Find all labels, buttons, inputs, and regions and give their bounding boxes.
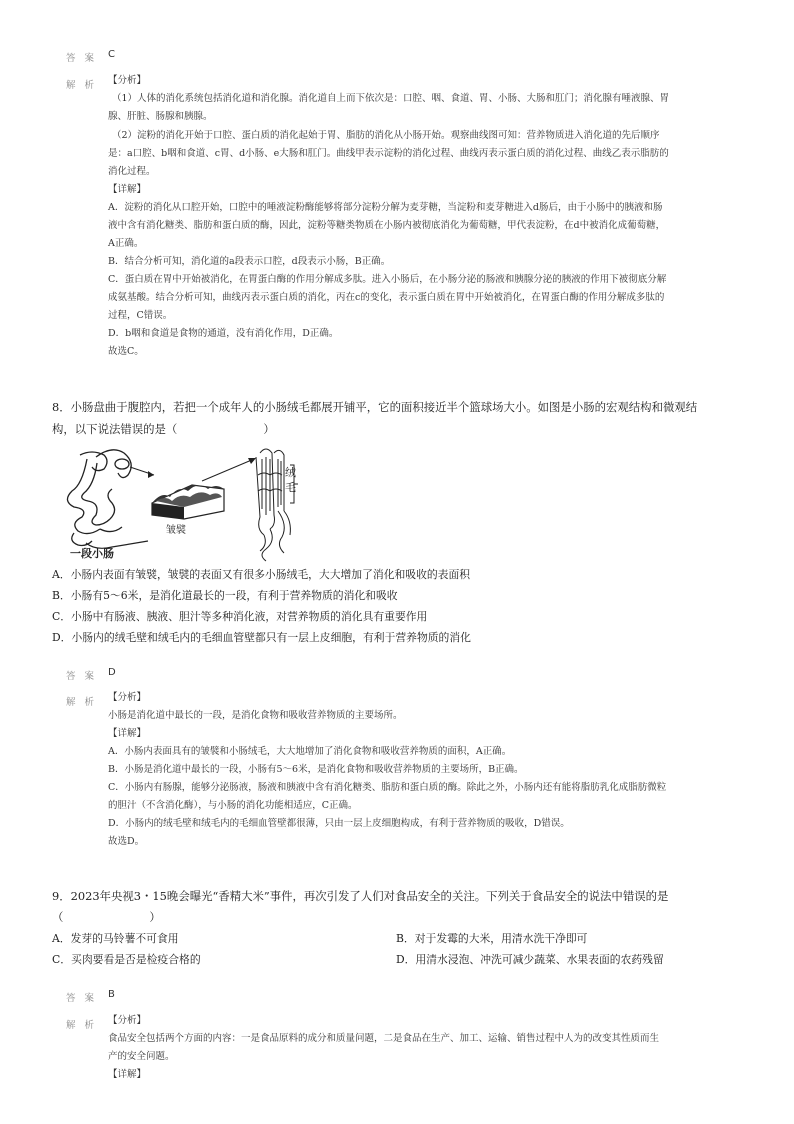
q9-option-b: B．对于发霉的大米，用清水洗干净即可 [396,932,588,945]
q7-analysis-line: 【详解】 [108,184,147,195]
q9-analysis-line: 【分析】 [108,1015,147,1026]
q7-analysis-line: C．蛋白质在胃中开始被消化，在胃蛋白酶的作用分解成多肽。进入小肠后，在小肠分泌的肠液和胰腺分泌的胰液的作用下被彻底分解 [108,274,667,285]
q9-stem-open: （ [52,910,64,924]
q8-option-a: A．小肠内表面有皱襞，皱襞的表面又有很多小肠绒毛，大大增加了消化和吸收的表面积 [52,568,471,581]
analysis-label: 解 析 [66,1020,98,1031]
answer-label: 答 案 [66,53,98,64]
q7-analysis-line: 消化过程。 [108,166,156,177]
q7-analysis-line: 【分析】 [108,75,147,86]
q7-analysis-line: B．结合分析可知，消化道的a段表示口腔，d段表示小肠，B正确。 [108,256,391,267]
q7-analysis-line: D．b咽和食道是食物的通道，没有消化作用，D正确。 [108,328,339,339]
q7-analysis-line: 成氨基酸。结合分析可知，曲线丙表示蛋白质的消化，丙在c的变化，表示蛋白质在胃中开始被消化，在胃蛋白酶的作用分解成多肽的 [108,292,665,303]
q9-option-d: D．用清水浸泡、冲洗可减少蔬菜、水果表面的农药残留 [396,953,664,966]
q8-option-c: C．小肠中有肠液、胰液、胆汁等多种消化液，对营养物质的消化具有重要作用 [52,610,428,623]
q8-analysis-line: A．小肠内表面具有的皱襞和小肠绒毛，大大地增加了消化食物和吸收营养物质的面积，A正确。 [108,746,512,757]
q8-stem-line: 8．小肠盘曲于腹腔内，若把一个成年人的小肠绒毛都展开铺平，它的面积接近半个篮球场大小。如图是小肠的宏观结构和微观结 [52,400,698,414]
q8-answer-value: D [108,667,116,678]
q8-option-d: D．小肠内的绒毛壁和绒毛内的毛细血管壁都只有一层上皮细胞，有利于营养物质的消化 [52,631,471,644]
q9-option-c: C．买肉要看是否是检疫合格的 [52,953,201,966]
q7-analysis-line: （2）淀粉的消化开始于口腔、蛋白质的消化起始于胃、脂肪的消化从小肠开始。观察曲线图可知：营养物质进入消化道的先后顺序 [112,130,660,141]
q7-analysis-line: （1）人体的消化系统包括消化道和消化腺。消化道自上而下依次是：口腔、咽、食道、胃、小肠、大肠和肛门；消化腺有唾液腺、胃 [112,93,670,104]
q7-analysis-line: 故选C。 [108,346,144,357]
q7-analysis-line: 是：a口腔、b咽和食道、c胃、d小肠、e大肠和肛门。曲线甲表示淀粉的消化过程、曲线丙表示蛋白质的消化过程、曲线乙表示脂肪的 [108,148,669,159]
q8-analysis-line: D．小肠内的绒毛壁和绒毛内的毛细血管壁都很薄，只由一层上皮细胞构成，有利于营养物质的吸收，D错误。 [108,818,570,829]
q9-stem-close: ） [149,910,161,924]
q8-analysis-line: B．小肠是消化道中最长的一段，小肠有5～6米，是消化食物和吸收营养物质的主要场所，B正确。 [108,764,524,775]
intestine-coil [67,450,131,546]
analysis-label: 解 析 [66,80,98,91]
q9-answer-value: B [108,989,115,1000]
answer-label: 答 案 [66,993,98,1004]
q9-analysis-line: 食品安全包括两个方面的内容：一是食品原料的成分和质量问题，二是食品在生产、加工、运输、销售过程中人为的改变其性质而生 [108,1033,660,1044]
q7-analysis-line: 液中含有消化糖类、脂肪和蛋白质的酶，因此，淀粉等糖类物质在小肠内被彻底消化为葡萄糖，甲代表淀粉，在d中被消化成葡萄糖， [108,220,666,231]
label-fold: 皱襞 [166,525,186,536]
q7-answer-value: C [108,49,115,60]
q8-analysis-line: 【分析】 [108,692,147,703]
q8-analysis-line: 故选D。 [108,836,145,847]
q8-analysis-line: 小肠是消化道中最长的一段，是消化食物和吸收营养物质的主要场所。 [108,710,403,721]
q7-analysis-line: 过程，C错误。 [108,310,173,321]
q8-stem-text: 构，以下说法错误的是（ [52,422,178,436]
q9-analysis-line: 产的安全问题。 [108,1051,175,1062]
q7-analysis-line: A正确。 [108,238,144,249]
q9-stem-line: 9．2023年央视3・15晚会曝光“香精大米”事件，再次引发了人们对食品安全的关注。下列关于食品安全的说法中错误的是 [52,889,669,903]
q8-analysis-line: C．小肠内有肠腺，能够分泌肠液，肠液和胰液中含有消化糖类、脂肪和蛋白质的酶。除此之外，小肠内还有能将脂肪乳化成脂肪微粒 [108,782,667,793]
analysis-label: 解 析 [66,697,98,708]
q8-analysis-line: 的胆汁（不含消化酶），与小肠的消化功能相适应，C正确。 [108,800,358,811]
q8-stem-close: ） [263,422,275,436]
q9-option-a: A．发芽的马铃薯不可食用 [52,932,179,945]
arrow-1-head [148,471,154,478]
answer-blank [177,424,263,433]
q8-analysis-line: 【详解】 [108,728,147,739]
answer-label: 答 案 [66,671,98,682]
q7-analysis-line: 腺、肝脏、肠腺和胰腺。 [108,111,213,122]
arrow-2 [202,459,254,481]
fold-block [152,485,224,519]
q8-option-b: B．小肠有5～6米，是消化道最长的一段，有利于营养物质的消化和吸收 [52,589,398,602]
q7-analysis-line: A．淀粉的消化从口腔开始，口腔中的唾液淀粉酶能够将部分淀粉分解为麦芽糖，当淀粉和麦芽糖进入d肠后，由于小肠中的胰液和肠 [108,202,663,213]
answer-blank [63,912,149,921]
caption-small-intestine: 一段小肠 [70,547,114,560]
q8-stem-line-2 [52,421,275,437]
q9-analysis-line: 【详解】 [108,1069,147,1080]
q9-stem-line-2 [52,909,161,925]
label-villi: 绒毛 [285,466,296,494]
